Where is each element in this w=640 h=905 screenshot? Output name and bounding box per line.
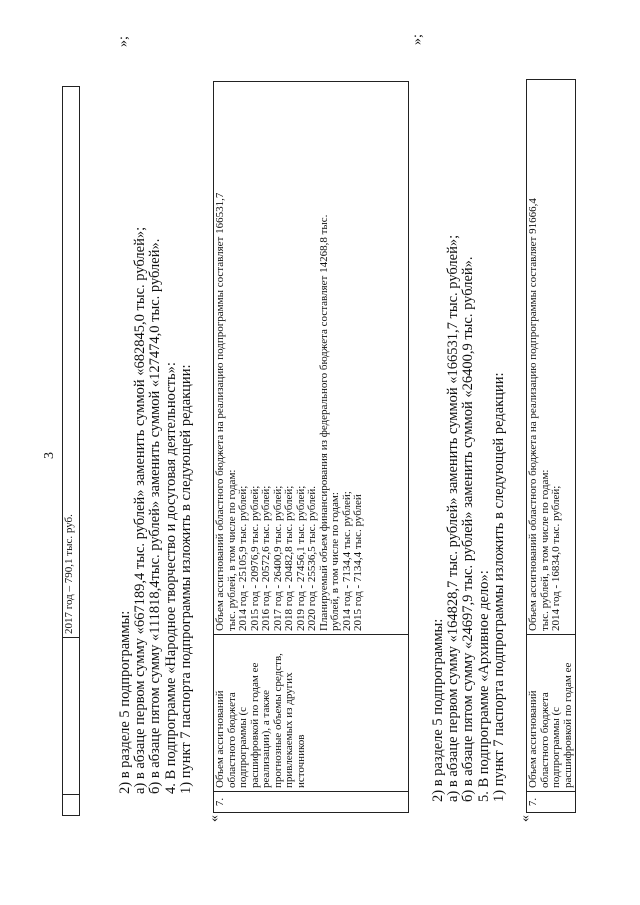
row-description-cell: Объем ассигнований областного бюджета подпрограммы (с расшифровкой по годам ее (527, 635, 576, 792)
value-line: тыс. рублей, в том числе по годам: (538, 469, 551, 631)
value-line: 2014 год - 16834,0 тыс. рублей; (550, 485, 562, 631)
row-value-cell: 2017 год – 790,1 тыс. руб. (63, 87, 80, 638)
table-row (63, 87, 80, 816)
value-line: Объем ассигнований областного бюджета на реализацию подпрограммы составляет 166531,7 (214, 192, 226, 631)
value-line: Объем ассигнований областного бюджета на реализацию подпрограммы составляет 91666,4 (527, 198, 539, 631)
row-number-cell (63, 795, 80, 816)
value-line: 2016 год - 20572,6 тыс. рублей; (260, 485, 272, 631)
top-table (62, 86, 80, 816)
row-description-cell: Объем ассигнований областного бюджета подпрограммы (с расшифровкой по годам ее реализации), а также прогнозные объемы средств, привлекаемых из других источников (214, 635, 409, 792)
text-line: а) в абзаце первом сумму «667189,4 тыс. рублей» заменить суммой «682845,0 тыс. рублей»; (132, 226, 149, 794)
opening-quote: « (518, 815, 533, 822)
text-line: 4. В подпрограмме «Народное творчество и досуговая деятельность»: (162, 362, 179, 794)
text-line: б) в абзаце пятом сумму «24697,9 тыс. рублей» заменить суммой «26400,9 тыс. рублей». (460, 256, 477, 802)
value-line: 2018 год - 20482,8 тыс. рублей; (283, 485, 295, 631)
value-line: 2020 год - 25536,5 тыс. рублей. (306, 485, 318, 631)
page-number: 3 (42, 452, 57, 459)
value-line: тыс. рублей, в том числе по годам: (225, 469, 238, 631)
value-line: 2014 год - 7134,4 тыс. рублей; (340, 491, 353, 631)
closing-quote: »; (410, 34, 425, 45)
section-2-text (431, 235, 507, 802)
closing-quote: »; (116, 36, 131, 47)
value-line: 2017 год - 26400,9 тыс. рублей; (271, 485, 284, 631)
value-line: рублей, в том числе по годам: (329, 492, 341, 631)
value-line: 2019 год - 27456,1 тыс. рублей; (294, 485, 307, 631)
text-line: 2) в разделе 5 подпрограммы: (117, 610, 133, 794)
passport-table-1 (213, 81, 409, 813)
text-line: 1) пункт 7 паспорта подпрограммы изложить в следующей редакции: (490, 372, 507, 802)
table-row (214, 82, 409, 813)
text-line: б) в абзаце пятом сумму «111818,4тыс. рублей» заменить суммой «127474,0 тыс. рублей». (147, 238, 164, 794)
table-row (527, 80, 576, 813)
value-line: 2015 год - 20976,9 тыс. рублей; (248, 485, 261, 631)
text-line: 5. В подпрограмме «Архивное дело»: (475, 570, 492, 802)
opening-quote: « (207, 815, 222, 822)
row-number-cell: 7. (527, 792, 576, 813)
passport-table-2 (526, 79, 576, 813)
value-line: 2014 год - 25105,9 тыс. рублей; (237, 485, 249, 631)
value-line: 2015 год - 7134,4 тыс. рублей (352, 494, 364, 631)
section-1-text (118, 227, 194, 794)
text-line: 2) в разделе 5 подпрограммы: (430, 618, 446, 802)
text-line: 1) пункт 7 паспорта подпрограммы изложить в следующей редакции: (177, 364, 194, 794)
value-line: Планируемый объем финансирования из федерального бюджета составляет 14268,8 тыс. (317, 214, 330, 631)
row-description-cell (63, 638, 80, 795)
row-value-cell (527, 80, 576, 635)
text-line: а) в абзаце первом сумму «164828,7 тыс. рублей» заменить суммой «166531,7 тыс. рублей»; (445, 234, 462, 802)
row-value-cell (214, 82, 409, 635)
row-number-cell: 7. (214, 792, 409, 813)
